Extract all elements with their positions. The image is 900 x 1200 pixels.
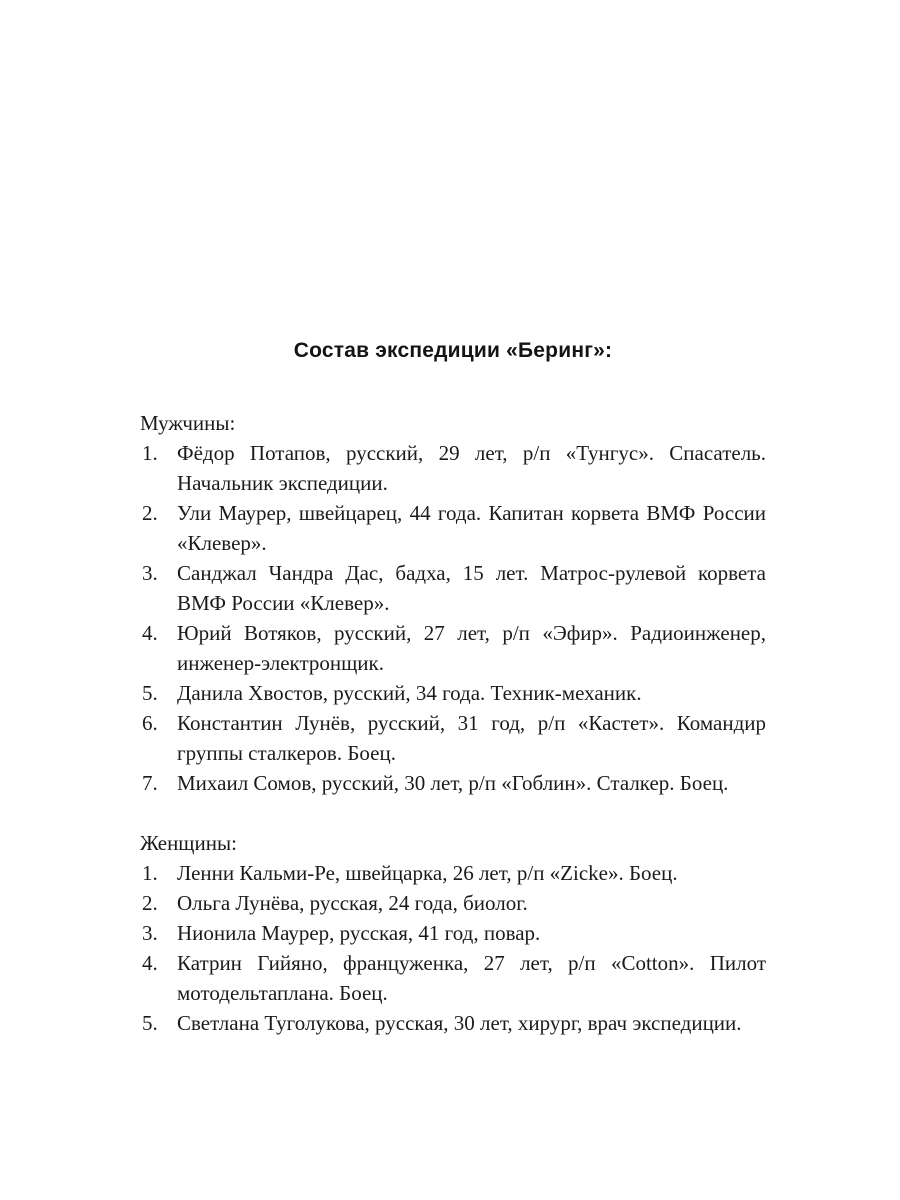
list-item [140, 708, 766, 768]
item-number: 1. [142, 441, 158, 465]
item-number: 5. [142, 1011, 158, 1035]
item-number: 7. [142, 771, 158, 795]
item-text: Санджал Чандра Дас, бадха, 15 лет. Матрос-рулевой корвета ВМФ России «Клевер». [177, 561, 766, 615]
item-text: Ленни Кальми-Ре, швейцарка, 26 лет, р/п «Zicke». Боец. [177, 861, 678, 885]
item-number: 6. [142, 711, 158, 735]
book-page [140, 338, 766, 1038]
item-number: 5. [142, 681, 158, 705]
list-item [140, 678, 766, 708]
item-text: Юрий Вотяков, русский, 27 лет, р/п «Эфир». Радиоинженер, инженер-электронщик. [177, 621, 766, 675]
list-item [140, 768, 766, 798]
list-item [140, 438, 766, 498]
item-number: 4. [142, 621, 158, 645]
item-text: Ольга Лунёва, русская, 24 года, биолог. [177, 891, 528, 915]
list-item [140, 498, 766, 558]
member-list-men [140, 438, 766, 798]
item-text: Светлана Туголукова, русская, 30 лет, хирург, врач экспедиции. [177, 1011, 742, 1035]
list-item [140, 558, 766, 618]
item-number: 1. [142, 861, 158, 885]
item-number: 3. [142, 561, 158, 585]
section-heading-men: Мужчины: [140, 411, 236, 435]
section-heading-women: Женщины: [140, 831, 237, 855]
item-number: 4. [142, 951, 158, 975]
item-text: Нионила Маурер, русская, 41 год, повар. [177, 921, 541, 945]
member-list-women [140, 858, 766, 1038]
list-item [140, 888, 766, 918]
item-text: Ули Маурер, швейцарец, 44 года. Капитан корвета ВМФ России «Клевер». [177, 501, 766, 555]
item-text: Фёдор Потапов, русский, 29 лет, р/п «Тунгус». Спасатель. Начальник экспедиции. [177, 441, 766, 495]
list-item [140, 918, 766, 948]
section-women [140, 828, 766, 1038]
page-title: Состав экспедиции «Беринг»: [293, 339, 613, 362]
item-number: 3. [142, 921, 158, 945]
list-item [140, 948, 766, 1008]
item-number: 2. [142, 501, 158, 525]
list-item [140, 858, 766, 888]
list-item [140, 618, 766, 678]
item-text: Михаил Сомов, русский, 30 лет, р/п «Гоблин». Сталкер. Боец. [177, 771, 729, 795]
item-text: Катрин Гийяно, француженка, 27 лет, р/п «Cotton». Пилот мотодельтаплана. Боец. [177, 951, 766, 1005]
list-item [140, 1008, 766, 1038]
section-men [140, 408, 766, 798]
item-text: Константин Лунёв, русский, 31 год, р/п «Кастет». Командир группы сталкеров. Боец. [177, 711, 766, 765]
item-text: Данила Хвостов, русский, 34 года. Техник-механик. [177, 681, 642, 705]
item-number: 2. [142, 891, 158, 915]
